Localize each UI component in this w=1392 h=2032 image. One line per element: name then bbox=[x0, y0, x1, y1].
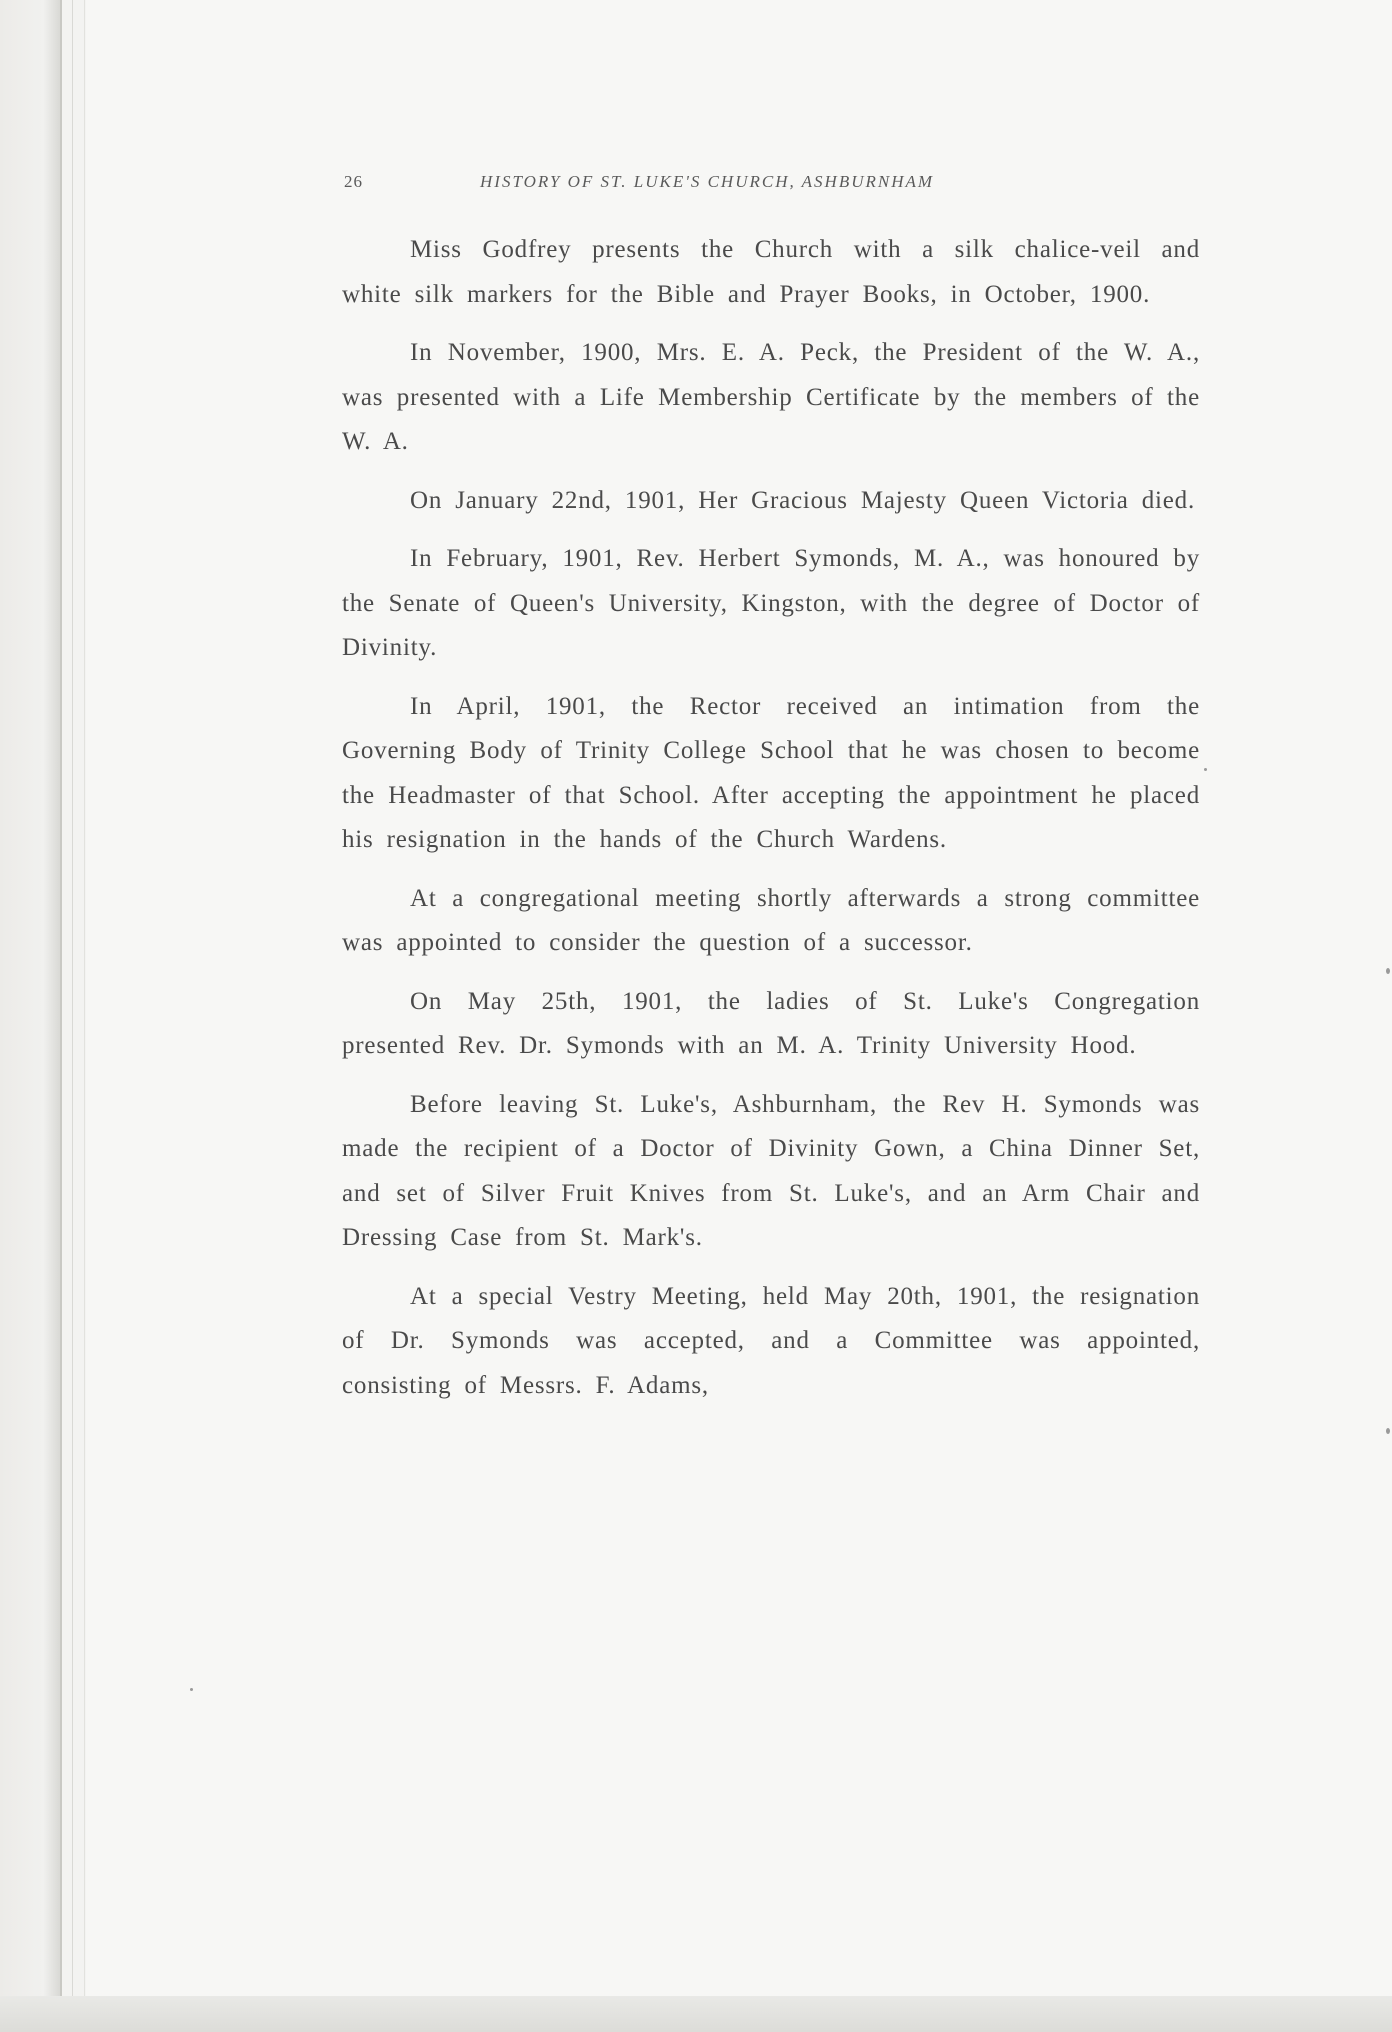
page-edge-line bbox=[72, 0, 73, 2032]
paragraph: On January 22nd, 1901, Her Gracious Majesty Queen Victoria died. bbox=[410, 486, 1196, 514]
paper-speck bbox=[1386, 968, 1390, 974]
paragraph: At a congregational meeting shortly afterwards a strong committee was appointed to consider the question of a successor. bbox=[342, 884, 1200, 956]
paragraph: At a special Vestry Meeting, held May 20th, 1901, the resignation of Dr. Symonds was accepted, and a Committee was appointed, consisting of Messrs. F. Adams, bbox=[342, 1282, 1200, 1399]
paragraph: On May 25th, 1901, the ladies of St. Luke's Congregation presented Rev. Dr. Symonds with an M. A. Trinity University Hood. bbox=[342, 987, 1200, 1059]
book-gutter bbox=[0, 0, 62, 2032]
running-title: HISTORY OF ST. LUKE'S CHURCH, ASHBURNHAM bbox=[480, 172, 935, 191]
paragraph: In November, 1900, Mrs. E. A. Peck, the President of the W. A., was presented with a Life Membership Certificate by the members of the W. A. bbox=[342, 339, 1200, 455]
paper-speck bbox=[1204, 768, 1207, 771]
page-number: 26 bbox=[344, 172, 363, 191]
page-edge-line bbox=[60, 0, 62, 2032]
page-bottom-edge bbox=[0, 1996, 1392, 2032]
paragraph: In February, 1901, Rev. Herbert Symonds, M. A., was honoured by the Senate of Queen's University, Kingston, with the degree of Doctor of Divinity. bbox=[342, 545, 1200, 661]
paragraph: Before leaving St. Luke's, Ashburnham, the Rev H. Symonds was made the recipient of a Doctor of Divinity Gown, a China Dinner Set, and set of Silver Fruit Knives from St. Luke's, and an Arm Chair and Dressing Case from St. Mark's. bbox=[342, 1090, 1200, 1251]
page-edge-line bbox=[84, 0, 85, 2032]
page-header bbox=[344, 172, 1194, 202]
paragraph: In April, 1901, the Rector received an intimation from the Governing Body of Trinity College School that he was chosen to become the Headmaster of that School. After accepting the appointment he placed his resignation in the hands of the Church Wardens. bbox=[342, 692, 1200, 853]
paper-speck bbox=[1386, 1428, 1390, 1434]
paper-speck bbox=[190, 1688, 193, 1691]
paragraph: Miss Godfrey presents the Church with a silk chalice-veil and white silk markers for the Bible and Prayer Books, in October, 1900. bbox=[342, 236, 1200, 308]
body-text bbox=[342, 228, 1200, 1422]
